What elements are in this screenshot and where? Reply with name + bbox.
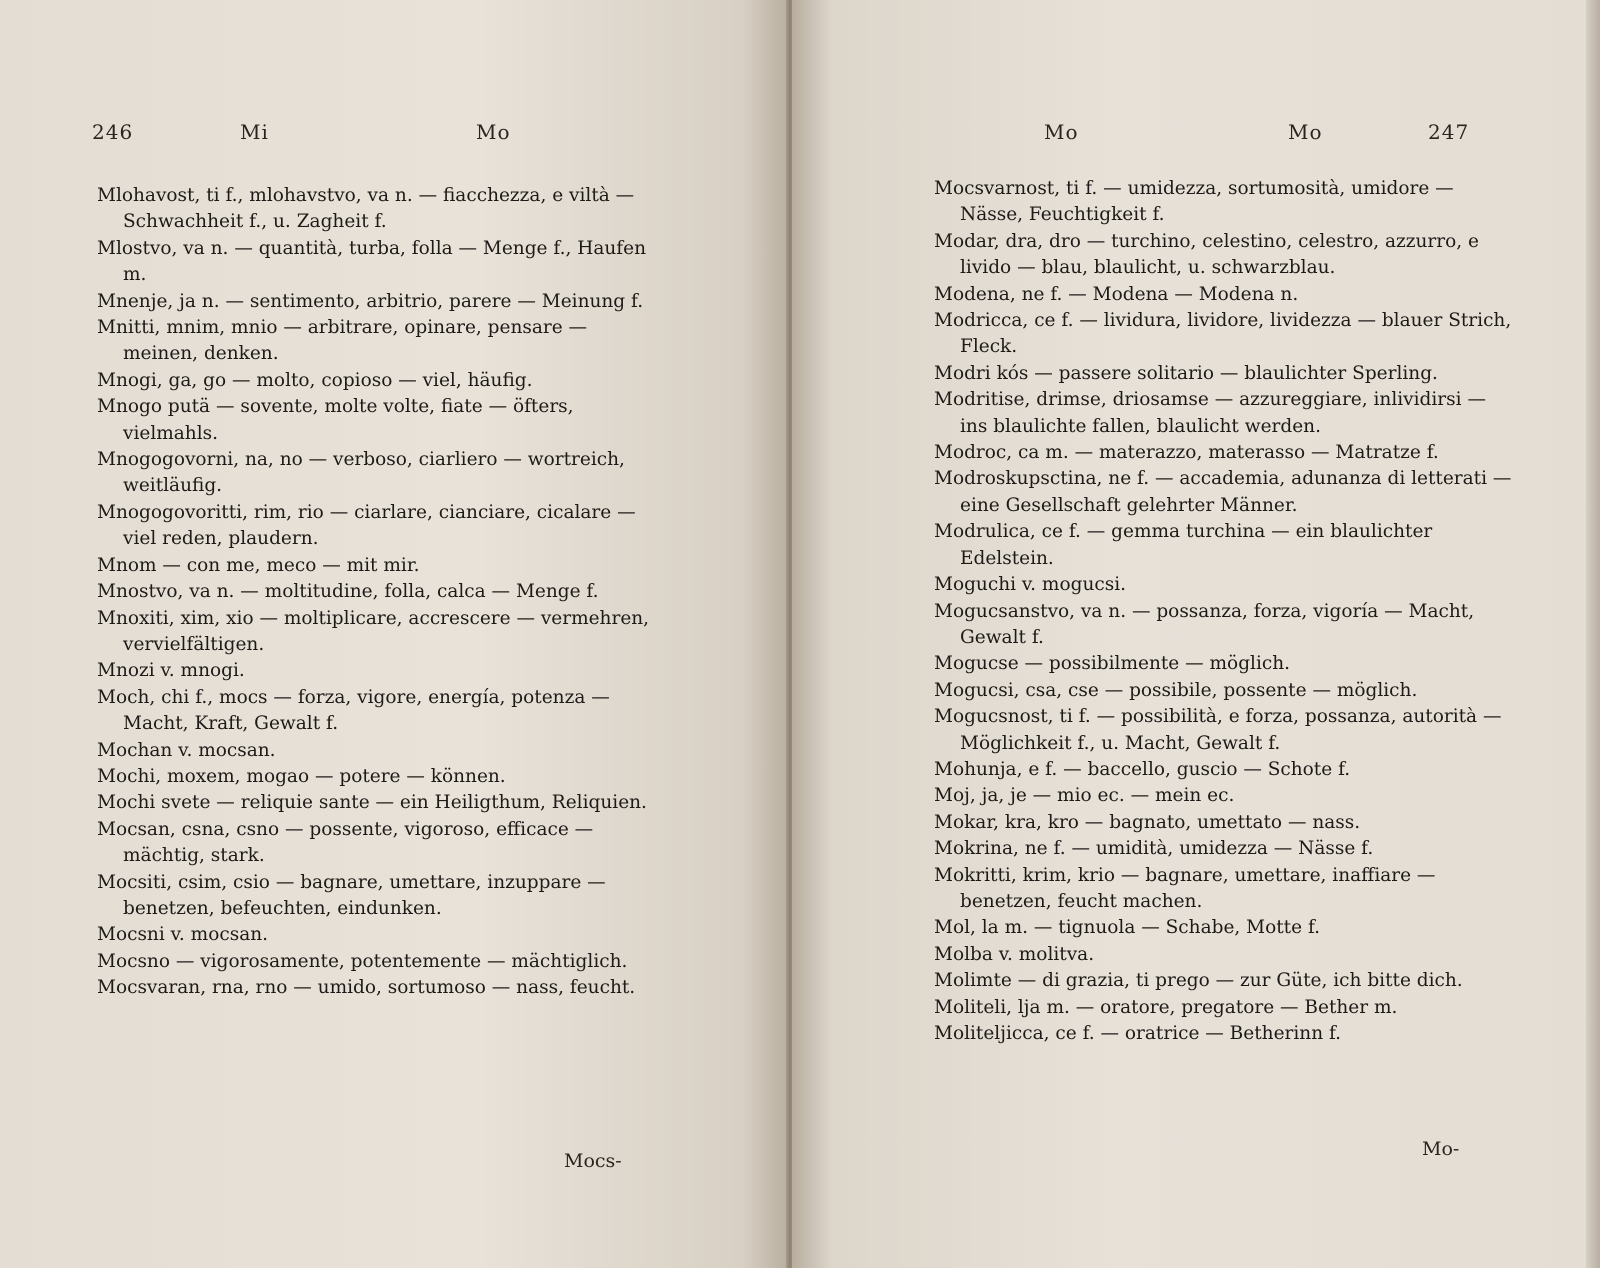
dictionary-entry: Mlostvo, va n. — quantità, turba, folla — Menge f., Haufen m. — [97, 237, 647, 286]
dictionary-entry: Mokrina, ne f. — umidità, umidezza — Nässe f. — [934, 838, 1374, 860]
dictionary-entry: Mnitti, mnim, mnio — arbitrare, opinare, pensare — meinen, denken. — [97, 317, 588, 365]
dictionary-entry: Modena, ne f. — Modena — Modena n. — [934, 283, 1299, 305]
dictionary-entry: Modritise, drimse, driosamse — azzureggiare, inlividirsi — ins blaulichte fallen, blaulicht werden. — [934, 389, 1486, 437]
dictionary-entry: Mohunja, e f. — baccello, guscio — Schote f. — [934, 758, 1351, 780]
dictionary-entry: Mokar, kra, kro — bagnato, umettato — nass. — [934, 811, 1361, 833]
dictionary-entry: Mnoxiti, xim, xio — moltiplicare, accrescere — vermehren, vervielfältigen. — [97, 607, 650, 655]
dictionary-entry: Mnom — con me, meco — mit mir. — [97, 554, 420, 576]
running-head-left: Mi — [240, 120, 269, 144]
dictionary-entry: Mnogogovoritti, rim, rio — ciarlare, cianciare, cicalare — viel reden, plaudern. — [97, 501, 636, 550]
page-number-left: 246 — [92, 120, 134, 144]
dictionary-entry: Modroc, ca m. — materazzo, materasso — Matratze f. — [934, 442, 1439, 464]
dictionary-entry: Mnenje, ja n. — sentimento, arbitrio, parere — Meinung f. — [97, 290, 644, 312]
catchword-left: Mocs- — [564, 1150, 622, 1172]
dictionary-entry: Mochan v. mocsan. — [97, 739, 276, 761]
right-page — [792, 0, 1600, 1268]
dictionary-entry: Modricca, ce f. — lividura, lividore, lividezza — blauer Strich, Fleck. — [934, 310, 1512, 358]
dictionary-entry: Mocsni v. mocsan. — [97, 924, 269, 946]
dictionary-entry: Mnostvo, va n. — moltitudine, folla, calca — Menge f. — [97, 581, 599, 603]
dictionary-entry: Molimte — di grazia, ti prego — zur Güte, ich bitte dich. — [934, 970, 1463, 992]
dictionary-entry: Mocsan, csna, csno — possente, vigoroso, efficace — mächtig, stark. — [97, 818, 594, 867]
page-edge — [1586, 0, 1600, 1268]
dictionary-entry: Mnogo putä — sovente, molte volte, fiate — öfters, vielmahls. — [97, 396, 574, 444]
dictionary-entry: Molba v. molitva. — [934, 943, 1095, 965]
dictionary-entry: Mokritti, krim, krio — bagnare, umettare, inaffiare — benetzen, feucht machen. — [934, 864, 1436, 912]
page-number-right: 247 — [1428, 120, 1470, 144]
dictionary-entry: Modri kós — passere solitario — blaulichter Sperling. — [934, 362, 1438, 384]
dictionary-entry: Moch, chi f., mocs — forza, vigore, energía, potenza — Macht, Kraft, Gewalt f. — [97, 686, 610, 735]
dictionary-entry: Mochi svete — reliquie sante — ein Heiligthum, Reliquien. — [97, 792, 647, 814]
dictionary-entry: Mnogi, ga, go — molto, copioso — viel, häufig. — [97, 369, 533, 391]
catchword-right: Mo- — [1422, 1138, 1460, 1160]
dictionary-entry: Modrulica, ce f. — gemma turchina — ein blaulichter Edelstein. — [934, 521, 1433, 569]
dictionary-entry: Modroskupsctina, ne f. — accademia, adunanza di letterati — eine Gesellschaft gelehrter Männer. — [934, 468, 1512, 516]
dictionary-entry: Mnozi v. mnogi. — [97, 660, 245, 682]
left-entry-list — [97, 183, 665, 1002]
dictionary-entry: Moj, ja, je — mio ec. — mein ec. — [934, 785, 1235, 807]
dictionary-entry: Moliteli, lja m. — oratore, pregatore — Bether m. — [934, 996, 1398, 1018]
dictionary-entry: Mocsvaran, rna, rno — umido, sortumoso — nass, feucht. — [97, 977, 636, 999]
running-head-right: Mo — [476, 120, 511, 144]
dictionary-entry: Mogucsanstvo, va n. — possanza, forza, vigoría — Macht, Gewalt f. — [934, 600, 1475, 648]
dictionary-entry: Mlohavost, ti f., mlohavstvo, va n. — fiacchezza, e viltà — Schwachheit f., u. Zagheit f. — [97, 185, 635, 233]
dictionary-entry: Mnogogovorni, na, no — verboso, ciarliero — wortreich, weitläufig. — [97, 449, 625, 497]
dictionary-entry: Mogucsi, csa, cse — possibile, possente — möglich. — [934, 679, 1418, 701]
running-head-right: Mo — [1288, 120, 1323, 144]
dictionary-entry: Mocsiti, csim, csio — bagnare, umettare, inzuppare — benetzen, befeuchten, eindunken. — [97, 871, 606, 919]
dictionary-entry: Mocsno — vigorosamente, potentemente — mächtiglich. — [97, 950, 628, 972]
dictionary-entry: Mogucse — possibilmente — möglich. — [934, 653, 1291, 675]
left-page — [0, 0, 790, 1268]
right-entry-list — [934, 176, 1514, 1047]
dictionary-entry: Moliteljicca, ce f. — oratrice — Betherinn f. — [934, 1023, 1342, 1044]
dictionary-entry: Mocsvarnost, ti f. — umidezza, sortumosità, umidore — Nässe, Feuchtigkeit f. — [934, 178, 1454, 226]
running-head-left: Mo — [1044, 120, 1079, 144]
dictionary-entry: Moguchi v. mogucsi. — [934, 574, 1127, 596]
dictionary-entry: Mol, la m. — tignuola — Schabe, Motte f. — [934, 917, 1321, 939]
dictionary-entry: Modar, dra, dro — turchino, celestino, celestro, azzurro, e livido — blau, blaulicht, u. schwarzblau. — [934, 230, 1479, 279]
dictionary-entry: Mogucsnost, ti f. — possibilità, e forza, possanza, autorità — Möglichkeit f., u. Macht, Gewalt f. — [934, 706, 1502, 754]
dictionary-entry: Mochi, moxem, mogao — potere — können. — [97, 765, 506, 787]
